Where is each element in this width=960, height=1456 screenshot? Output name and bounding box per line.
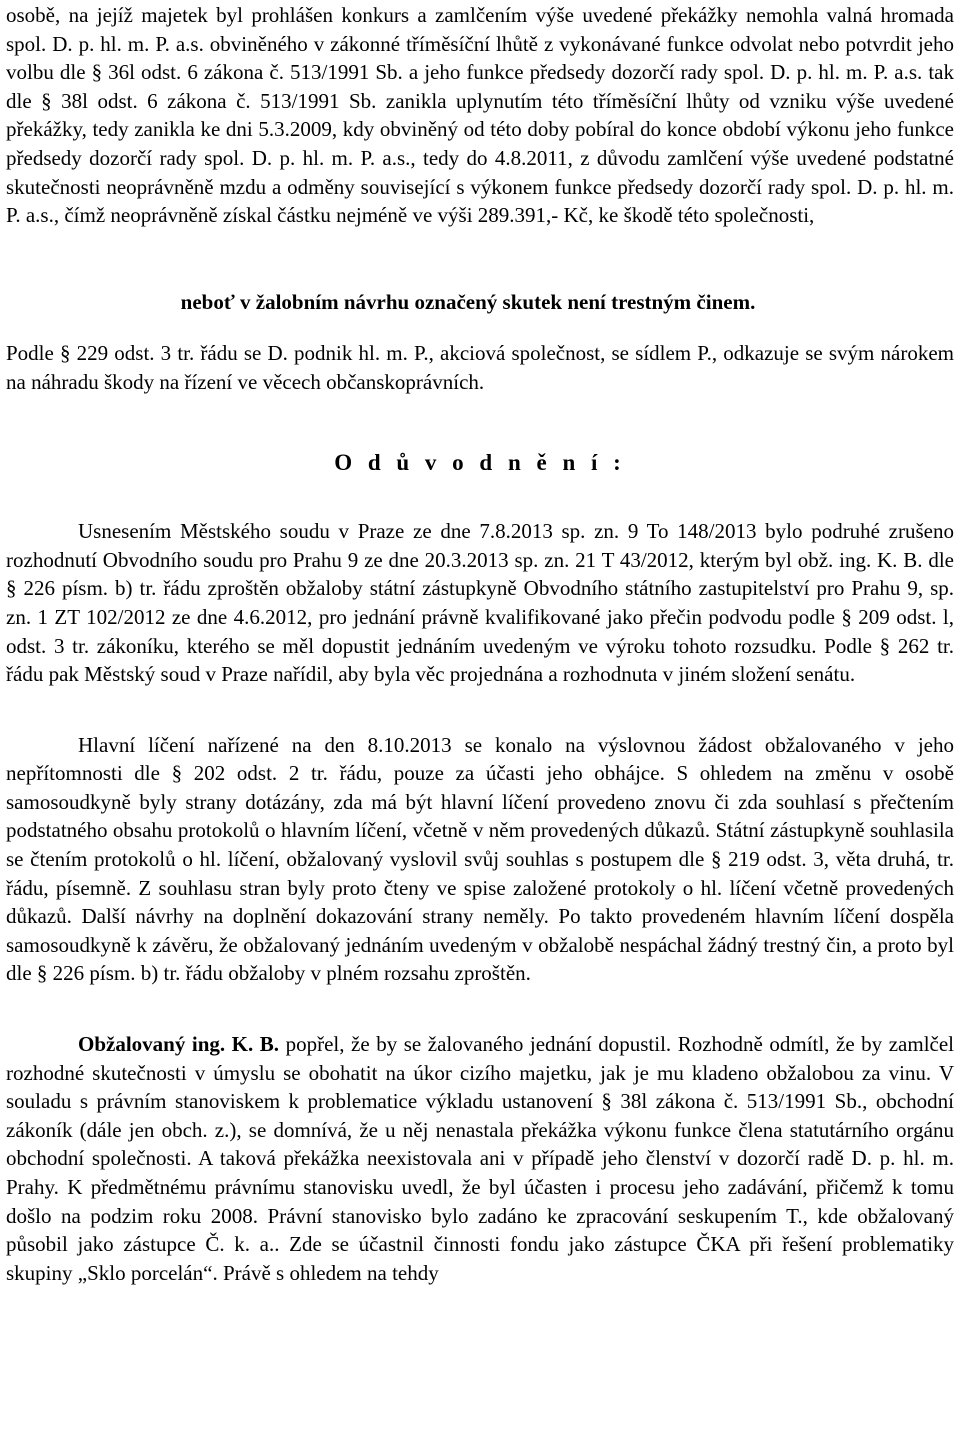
verdict-line: neboť v žalobním návrhu označený skutek není trestným činem. [180,289,756,314]
paragraph-resolution: Usnesením Městského soudu v Praze ze dne 7.8.2013 sp. zn. 9 To 148/2013 bylo podruhé zrušeno rozhodnutí Obvodního soudu pro Prahu 9 ze dne 20.3.2013 sp. zn. 21 T 43/2012, kterým byl obž. ing. K. B. dle § 226 písm. b) tr. řádu zproštěn obžaloby státní zástupkyně Obvodního státního zastupitelství pro Prahu 9, sp. zn. 1 ZT 102/2012 ze dne 4.6.2012, pro jednání právně kvalifikované jako přečin podvodu podle § 209 odst. l, odst. 3 tr. zákoníku, kterého se měl dopustit jednáním uvedeným ve výroku tohoto rozsudku. Podle § 262 tr. řádu pak Městský soud v Praze nařídil, aby byla věc projednána a rozhodnuta v jiném složení senátu. [6,519,954,687]
reasoning-heading: O d ů v o d n ě n í : [334,449,626,475]
referral-paragraph: Podle § 229 odst. 3 tr. řádu se D. podnik hl. m. P., akciová společnost, se sídlem P., odkazuje se svým nárokem na náhradu škody na řízení ve věcech občanskoprávních. [6,341,954,394]
intro-paragraph: osobě, na jejíž majetek byl prohlášen konkurs a zamlčením výše uvedené překážky nemohla valná hromada spol. D. p. hl. m. P. a.s. obviněného v zákonné tříměsíční lhůtě z vykonávané funkce odvolat nebo potvrdit jeho volbu dle § 36l odst. 6 zákona č. 513/1991 Sb. a jeho funkce předsedy dozorčí rady spol. D. p. hl. m. P. a.s. tak dle § 38l odst. 6 zákona č. 513/1991 Sb. zanikla uplynutím této tříměsíční lhůty od vzniku výše uvedené překážky, tedy zanikla ke dni 5.3.2009, kdy obviněný od této doby pobíral do konce období výkonu jeho funkce předsedy dozorčí rady spol. D. p. hl. m. P. a.s., tedy do 4.8.2011, z důvodu zamlčení výše uvedené podstatné skutečnosti neoprávněně mzdu a odměny související s výkonem funkce předsedy dozorčí rady spol. D. p. hl. m. P. a.s., čímž neoprávněně získal částku nejméně ve výši 289.391,- Kč, ke škodě této společnosti, [6,3,954,228]
defendant-name: Obžalovaný ing. K. B. [78,1032,280,1057]
defendant-statement: popřel, že by se žalovaného jednání dopustil. Rozhodně odmítl, že by zamlčel rozhodné skutečnosti v úmyslu se obohatit na úkor cizího majetku, jak je mu kladeno obžalobou za vinu. V souladu s právním stanoviskem k problematice výkladu ustanovení § 38l zákona č. 513/1991 Sb., obchodní zákoník (dále jen obch. z.), se domnívá, že u něj nenastala překážka výkonu funkce člena statutárního orgánu obchodní společnosti. A taková překážka neexistovala ani v případě jeho členství v dozorčí radě D. p. hl. m. Prahy. K předmětnému právnímu stanovisku uvedl, že byl účasten i procesu jeho zadávání, přičemž k tomu došlo na podzim roku 2008. Právní stanovisko bylo zadáno ke zpracování seskupením T., kde obžalovaný působil jako zástupce Č. k. a.. Zde se účastnil činnosti fondu jako zástupce ČKA při řešení problematiky skupiny „Sklo porcelán“. Právě s ohledem na tehdy [6,1032,955,1285]
paragraph-hearing: Hlavní líčení nařízené na den 8.10.2013 se konalo na výslovnou žádost obžalovaného v jeho nepřítomnosti dle § 202 odst. 2 tr. řádu, pouze za účasti jeho obhájce. S ohledem na změnu v osobě samosoudkyně byly strany dotázány, zda má být hlavní líčení provedeno znovu či zda souhlasí s přečtením podstatného obsahu protokolů o hlavním líčení, včetně v něm provedených důkazů. Státní zástupkyně souhlasila se čtením protokolů o hl. líčení, obžalovaný vyslovil svůj souhlas s postupem dle § 219 odst. 3, věta druhá, tr. řádu, písemně. Z souhlasu stran byly proto čteny ve spise založené protokoly o hl. líčení včetně provedených důkazů. Další návrhy na doplnění dokazování strany neměly. Po takto provedeném hlavním líčení dospěla samosoudkyně k závěru, že obžalovaný jednáním uvedeným v obžalobě nespáchal žádný trestný čin, a proto byl dle § 226 písm. b) tr. řádu obžaloby v plném rozsahu zproštěn. [6,732,954,986]
paragraph-defendant [6,1030,954,1287]
